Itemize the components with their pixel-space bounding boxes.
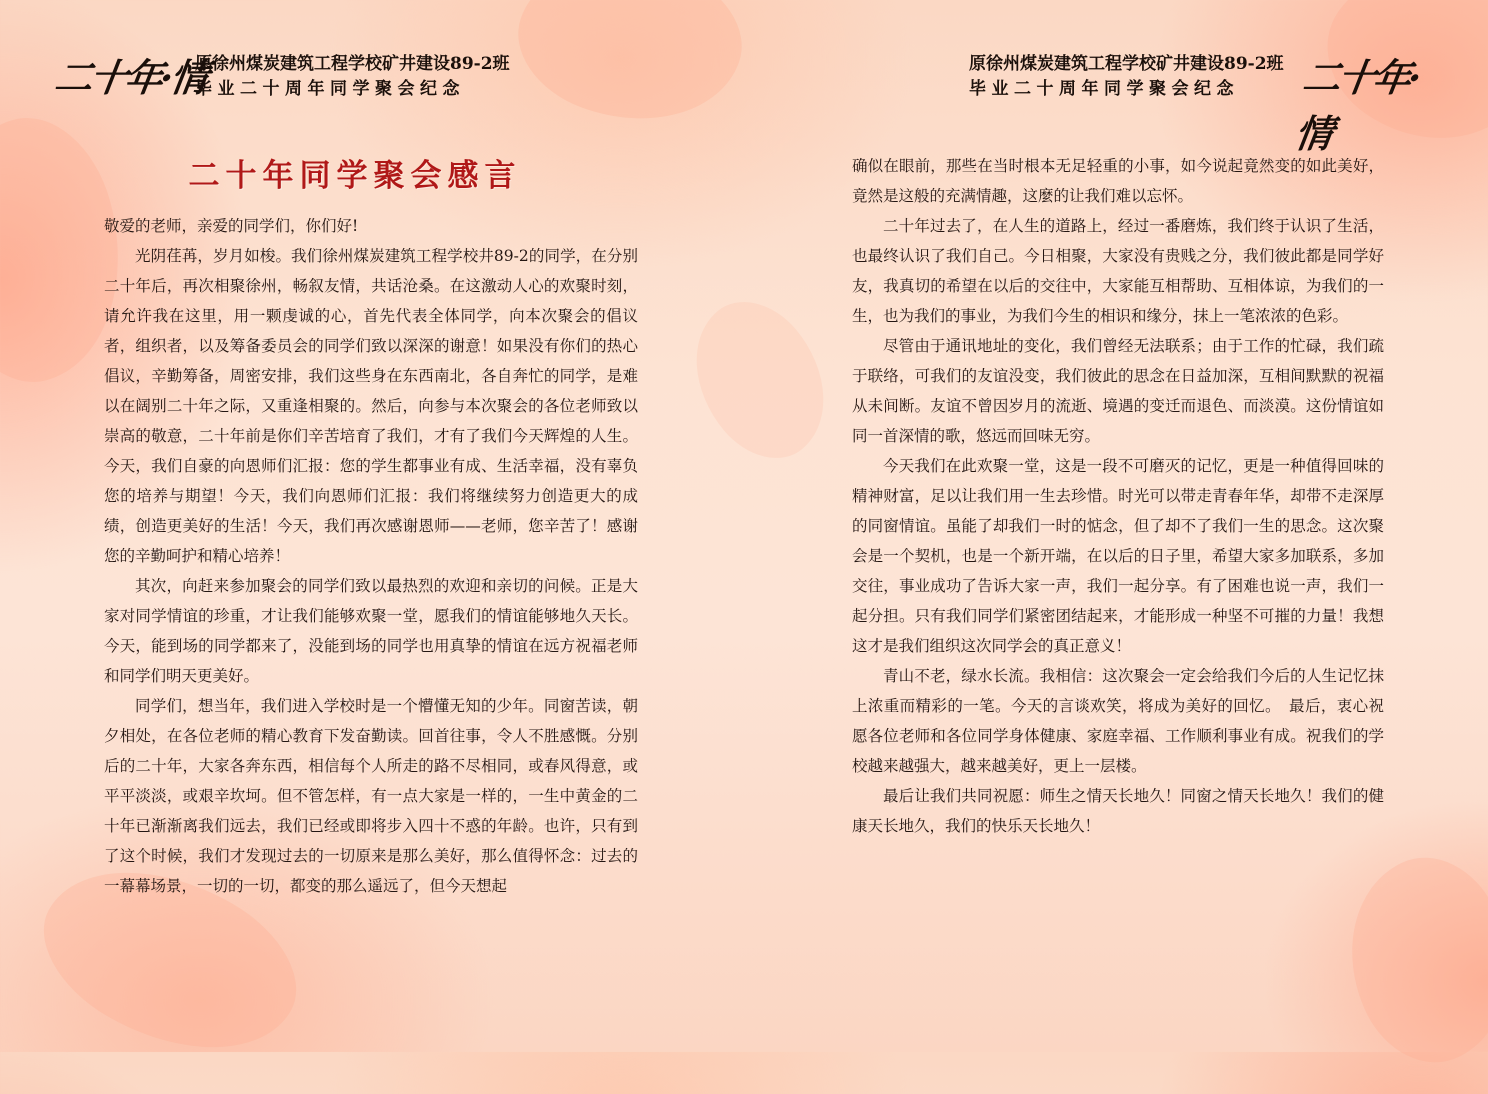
header-line-2: 毕业二十周年同学聚会纪念 [969, 79, 1239, 99]
paragraph: 最后让我们共同祝愿：师生之情天长地久！同窗之情天长地久！我们的健康天长地久，我们的快乐天长地久！ [852, 787, 1384, 835]
paragraph: 光阴荏苒，岁月如梭。我们徐州煤炭建筑工程学校井89-2的同学，在分别二十年后，再次相聚徐州，畅叙友情，共话沧桑。在这激动人心的欢聚时刻，请允许我在这里，用一颗虔诚的心，首先代表全体同学，向本次聚会的倡议者，组织者，以及筹备委员会的同学们致以深深的谢意！如果没有你们的热心倡议，辛勤筹备，周密安排，我们这些身在东西南北，各自奔忙的同学，是难以在阔别二十年之际，又重逢相聚的。然后，向参与本次聚会的各位老师致以崇高的敬意，二十年前是你们辛苦培育了我们，才有了我们今天辉煌的人生。今天，我们自豪的向恩师们汇报：您的学生都事业有成、生活幸福，没有辜负您的培养与期望！今天，我们向恩师们汇报：我们将继续努力创造更大的成绩，创造更美好的生活！今天，我们再次感谢恩师——老师，您辛苦了！感谢您的辛勤呵护和精心培养！ [104, 247, 638, 565]
header-logo: 二十年·情 [51, 55, 209, 100]
paragraph: 青山不老，绿水长流。我相信：这次聚会一定会给我们今后的人生记忆抹上浓重而精彩的一笔。今天的言谈欢笑，将成为美好的回忆。 最后，衷心祝愿各位老师和各位同学身体健康、家庭幸福、工作顺利事业有成。祝我们的学校越来越强大，越来越美好，更上一层楼。 [852, 667, 1384, 775]
header-line-1: 原徐州煤炭建筑工程学校矿井建设89-2班 [195, 54, 510, 74]
paragraph: 其次，向赶来参加聚会的同学们致以最热烈的欢迎和亲切的问候。正是大家对同学情谊的珍重，才让我们能够欢聚一堂，愿我们的情谊能够地久天长。今天，能到场的同学都来了，没能到场的同学也用真挚的情谊在远方祝福老师和同学们明天更美好。 [104, 577, 638, 685]
header-line-2: 毕业二十周年同学聚会纪念 [195, 79, 465, 99]
header-logo: 二十年·情 [1291, 55, 1422, 156]
header [51, 50, 535, 110]
greeting-paragraph: 敬爱的老师，亲爱的同学们，你们好! [104, 217, 359, 235]
header [969, 50, 1449, 156]
page-title: 二十年同学聚会感言 [188, 158, 522, 194]
header-text [195, 52, 510, 102]
paragraph-continued: 确似在眼前，那些在当时根本无足轻重的小事，如今说起竟然变的如此美好，竟然是这般的充满情趣，这麼的让我们难以忘怀。 [852, 157, 1384, 205]
left-page [0, 0, 744, 1052]
right-body-text [852, 151, 1384, 841]
paragraph: 同学们，想当年，我们进入学校时是一个懵懂无知的少年。同窗苦读，朝夕相处，在各位老师的精心教育下发奋勤读。回首往事，令人不胜感慨。分别后的二十年，大家各奔东西，相信每个人所走的路不尽相同，或春风得意，或平平淡淡，或艰辛坎坷。但不管怎样，有一点大家是一样的，一生中黄金的二十年已渐渐离我们远去，我们已经或即将步入四十不惑的年龄。也许，只有到了这个时候，我们才发现过去的一切原来是那么美好，那么值得怀念：过去的一幕幕场景，一切的一切，都变的那么遥远了，但今天想起 [104, 697, 638, 895]
header-text [969, 52, 1284, 102]
paragraph: 今天我们在此欢聚一堂，这是一段不可磨灭的记忆，更是一种值得回味的精神财富，足以让我们用一生去珍惜。时光可以带走青春年华，却带不走深厚的同窗情谊。虽能了却我们一时的惦念，但了却不了我们一生的思念。这次聚会是一个契机，也是一个新开端，在以后的日子里，希望大家多加联系，多加交往，事业成功了告诉大家一声，我们一起分享。有了困难也说一声，我们一起分担。只有我们同学们紧密团结起来，才能形成一种坚不可摧的力量！我想这才是我们组织这次同学会的真正意义！ [852, 457, 1384, 655]
left-body-text [104, 211, 638, 901]
paragraph: 二十年过去了，在人生的道路上，经过一番磨炼，我们终于认识了生活，也最终认识了我们自己。今日相聚，大家没有贵贱之分，我们彼此都是同学好友，我真切的希望在以后的交往中，大家能互相帮助、互相体谅，为我们的一生，也为我们的事业，为我们今生的相识和缘分，抹上一笔浓浓的色彩。 [852, 217, 1384, 325]
paragraph: 尽管由于通讯地址的变化，我们曾经无法联系；由于工作的忙碌，我们疏于联络，可我们的友谊没变，我们彼此的思念在日益加深，互相间默默的祝福从未间断。友谊不曾因岁月的流逝、境遇的变迁而退色、而淡漠。这份情谊如同一首深情的歌，悠远而回味无穷。 [852, 337, 1384, 445]
right-page [744, 0, 1488, 1052]
header-line-1: 原徐州煤炭建筑工程学校矿井建设89-2班 [969, 54, 1284, 74]
